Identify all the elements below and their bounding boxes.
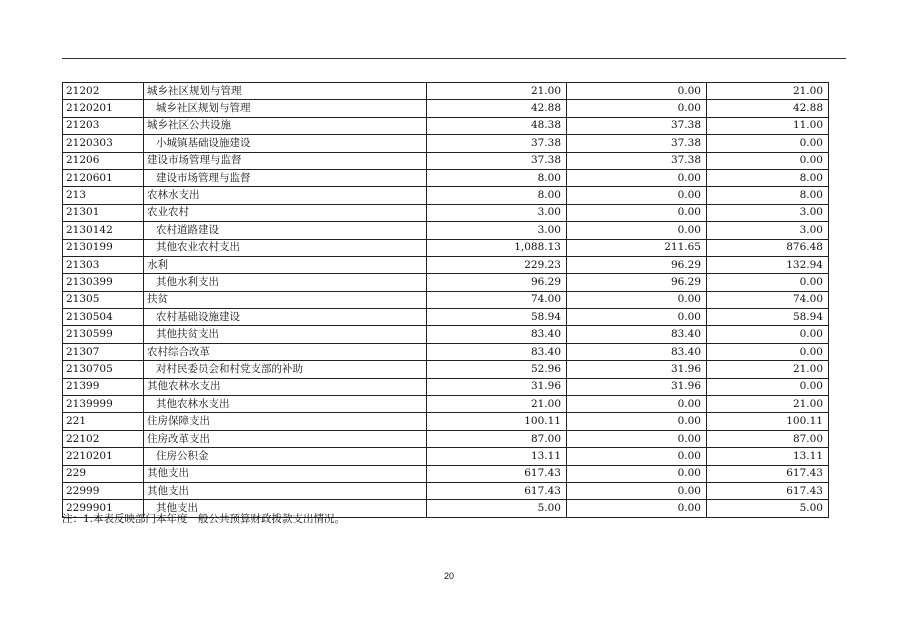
project-expenditure-cell: 0.00 <box>707 274 829 291</box>
total-amount-cell: 229.23 <box>427 256 567 273</box>
basic-expenditure-cell: 37.38 <box>567 152 707 169</box>
subject-code-cell: 2120201 <box>63 100 144 117</box>
total-amount-cell: 83.40 <box>427 343 567 360</box>
basic-expenditure-cell: 0.00 <box>567 204 707 221</box>
subject-name-cell: 其他农业农村支出 <box>144 239 427 256</box>
basic-expenditure-cell: 83.40 <box>567 326 707 343</box>
table-row <box>63 430 829 447</box>
project-expenditure-cell: 5.00 <box>707 500 829 517</box>
subject-code-cell: 2130504 <box>63 309 144 326</box>
total-amount-cell: 74.00 <box>427 291 567 308</box>
subject-code-cell: 2130199 <box>63 239 144 256</box>
table-row <box>63 222 829 239</box>
table-row <box>63 291 829 308</box>
table-row <box>63 274 829 291</box>
basic-expenditure-cell: 0.00 <box>567 291 707 308</box>
subject-name-cell: 城乡社区规划与管理 <box>144 83 427 100</box>
subject-code-cell: 21202 <box>63 83 144 100</box>
project-expenditure-cell: 21.00 <box>707 83 829 100</box>
subject-code-cell: 21399 <box>63 378 144 395</box>
project-expenditure-cell: 617.43 <box>707 465 829 482</box>
total-amount-cell: 8.00 <box>427 169 567 186</box>
subject-code-cell: 21305 <box>63 291 144 308</box>
subject-name-cell: 小城镇基础设施建设 <box>144 135 427 152</box>
project-expenditure-cell: 21.00 <box>707 396 829 413</box>
project-expenditure-cell: 100.11 <box>707 413 829 430</box>
project-expenditure-cell: 0.00 <box>707 378 829 395</box>
project-expenditure-cell: 8.00 <box>707 169 829 186</box>
table-row <box>63 83 829 100</box>
subject-name-cell: 农村综合改革 <box>144 343 427 360</box>
project-expenditure-cell: 21.00 <box>707 361 829 378</box>
subject-code-cell: 22999 <box>63 482 144 499</box>
subject-code-cell: 22102 <box>63 430 144 447</box>
subject-name-cell: 其他农林水支出 <box>144 378 427 395</box>
project-expenditure-cell: 0.00 <box>707 343 829 360</box>
table-row <box>63 396 829 413</box>
subject-name-cell: 建设市场管理与监督 <box>144 152 427 169</box>
subject-code-cell: 221 <box>63 413 144 430</box>
project-expenditure-cell: 876.48 <box>707 239 829 256</box>
table-row <box>63 256 829 273</box>
table-row <box>63 135 829 152</box>
subject-code-cell: 21206 <box>63 152 144 169</box>
basic-expenditure-cell: 31.96 <box>567 361 707 378</box>
basic-expenditure-cell: 0.00 <box>567 430 707 447</box>
table-row <box>63 343 829 360</box>
basic-expenditure-cell: 0.00 <box>567 448 707 465</box>
header-rule <box>62 58 846 59</box>
total-amount-cell: 83.40 <box>427 326 567 343</box>
basic-expenditure-cell: 83.40 <box>567 343 707 360</box>
subject-code-cell: 21303 <box>63 256 144 273</box>
project-expenditure-cell: 11.00 <box>707 117 829 134</box>
table-body <box>63 83 829 518</box>
basic-expenditure-cell: 31.96 <box>567 378 707 395</box>
total-amount-cell: 87.00 <box>427 430 567 447</box>
table-row <box>63 482 829 499</box>
subject-name-cell: 农业农村 <box>144 204 427 221</box>
table-row <box>63 413 829 430</box>
table-row <box>63 117 829 134</box>
subject-name-cell: 城乡社区公共设施 <box>144 117 427 134</box>
table-row <box>63 378 829 395</box>
subject-name-cell: 农村基础设施建设 <box>144 309 427 326</box>
total-amount-cell: 42.88 <box>427 100 567 117</box>
total-amount-cell: 58.94 <box>427 309 567 326</box>
total-amount-cell: 1,088.13 <box>427 239 567 256</box>
project-expenditure-cell: 132.94 <box>707 256 829 273</box>
table-row <box>63 326 829 343</box>
table-row <box>63 465 829 482</box>
total-amount-cell: 96.29 <box>427 274 567 291</box>
subject-name-cell: 其他支出 <box>144 500 427 517</box>
basic-expenditure-cell: 0.00 <box>567 222 707 239</box>
project-expenditure-cell: 3.00 <box>707 204 829 221</box>
total-amount-cell: 617.43 <box>427 465 567 482</box>
basic-expenditure-cell: 0.00 <box>567 482 707 499</box>
total-amount-cell: 37.38 <box>427 152 567 169</box>
total-amount-cell: 617.43 <box>427 482 567 499</box>
total-amount-cell: 13.11 <box>427 448 567 465</box>
total-amount-cell: 100.11 <box>427 413 567 430</box>
subject-name-cell: 建设市场管理与监督 <box>144 169 427 186</box>
subject-name-cell: 其他农林水支出 <box>144 396 427 413</box>
subject-code-cell: 2130399 <box>63 274 144 291</box>
subject-code-cell: 2120303 <box>63 135 144 152</box>
subject-name-cell: 水利 <box>144 256 427 273</box>
subject-code-cell: 229 <box>63 465 144 482</box>
basic-expenditure-cell: 0.00 <box>567 83 707 100</box>
subject-name-cell: 扶贫 <box>144 291 427 308</box>
project-expenditure-cell: 8.00 <box>707 187 829 204</box>
basic-expenditure-cell: 0.00 <box>567 100 707 117</box>
basic-expenditure-cell: 0.00 <box>567 500 707 517</box>
table-row <box>63 309 829 326</box>
basic-expenditure-cell: 0.00 <box>567 396 707 413</box>
basic-expenditure-cell: 37.38 <box>567 135 707 152</box>
total-amount-cell: 21.00 <box>427 83 567 100</box>
table-row <box>63 169 829 186</box>
subject-name-cell: 其他水利支出 <box>144 274 427 291</box>
subject-code-cell: 21307 <box>63 343 144 360</box>
subject-code-cell: 2139999 <box>63 396 144 413</box>
total-amount-cell: 8.00 <box>427 187 567 204</box>
total-amount-cell: 31.96 <box>427 378 567 395</box>
table-row <box>63 100 829 117</box>
subject-name-cell: 其他支出 <box>144 482 427 499</box>
basic-expenditure-cell: 0.00 <box>567 413 707 430</box>
subject-code-cell: 2130142 <box>63 222 144 239</box>
subject-name-cell: 对村民委员会和村党支部的补助 <box>144 361 427 378</box>
basic-expenditure-cell: 0.00 <box>567 187 707 204</box>
project-expenditure-cell: 13.11 <box>707 448 829 465</box>
total-amount-cell: 3.00 <box>427 222 567 239</box>
project-expenditure-cell: 74.00 <box>707 291 829 308</box>
project-expenditure-cell: 617.43 <box>707 482 829 499</box>
subject-code-cell: 2130599 <box>63 326 144 343</box>
subject-name-cell: 其他扶贫支出 <box>144 326 427 343</box>
project-expenditure-cell: 3.00 <box>707 222 829 239</box>
subject-name-cell: 住房公积金 <box>144 448 427 465</box>
subject-name-cell: 农林水支出 <box>144 187 427 204</box>
subject-name-cell: 住房保障支出 <box>144 413 427 430</box>
basic-expenditure-cell: 211.65 <box>567 239 707 256</box>
total-amount-cell: 3.00 <box>427 204 567 221</box>
basic-expenditure-cell: 96.29 <box>567 256 707 273</box>
basic-expenditure-cell: 96.29 <box>567 274 707 291</box>
footnote: 注：1.本表反映部门本年度一般公共预算财政拨款支出情况。 <box>62 513 346 525</box>
project-expenditure-cell: 0.00 <box>707 326 829 343</box>
total-amount-cell: 5.00 <box>427 500 567 517</box>
subject-name-cell: 城乡社区规划与管理 <box>144 100 427 117</box>
subject-code-cell: 2210201 <box>63 448 144 465</box>
subject-code-cell: 2130705 <box>63 361 144 378</box>
table-row <box>63 187 829 204</box>
subject-code-cell: 2120601 <box>63 169 144 186</box>
subject-code-cell: 213 <box>63 187 144 204</box>
table-row <box>63 448 829 465</box>
basic-expenditure-cell: 0.00 <box>567 465 707 482</box>
subject-name-cell: 住房改革支出 <box>144 430 427 447</box>
total-amount-cell: 37.38 <box>427 135 567 152</box>
subject-name-cell: 其他支出 <box>144 465 427 482</box>
table-row <box>63 361 829 378</box>
expenditure-table <box>62 82 829 518</box>
basic-expenditure-cell: 0.00 <box>567 309 707 326</box>
subject-code-cell: 2299901 <box>63 500 144 517</box>
subject-code-cell: 21301 <box>63 204 144 221</box>
total-amount-cell: 52.96 <box>427 361 567 378</box>
subject-code-cell: 21203 <box>63 117 144 134</box>
page-number: 20 <box>443 571 454 581</box>
subject-name-cell: 农村道路建设 <box>144 222 427 239</box>
total-amount-cell: 48.38 <box>427 117 567 134</box>
basic-expenditure-cell: 37.38 <box>567 117 707 134</box>
table-row <box>63 152 829 169</box>
table-row <box>63 239 829 256</box>
total-amount-cell: 21.00 <box>427 396 567 413</box>
basic-expenditure-cell: 0.00 <box>567 169 707 186</box>
project-expenditure-cell: 0.00 <box>707 135 829 152</box>
project-expenditure-cell: 0.00 <box>707 152 829 169</box>
project-expenditure-cell: 42.88 <box>707 100 829 117</box>
project-expenditure-cell: 58.94 <box>707 309 829 326</box>
project-expenditure-cell: 87.00 <box>707 430 829 447</box>
table-row <box>63 204 829 221</box>
